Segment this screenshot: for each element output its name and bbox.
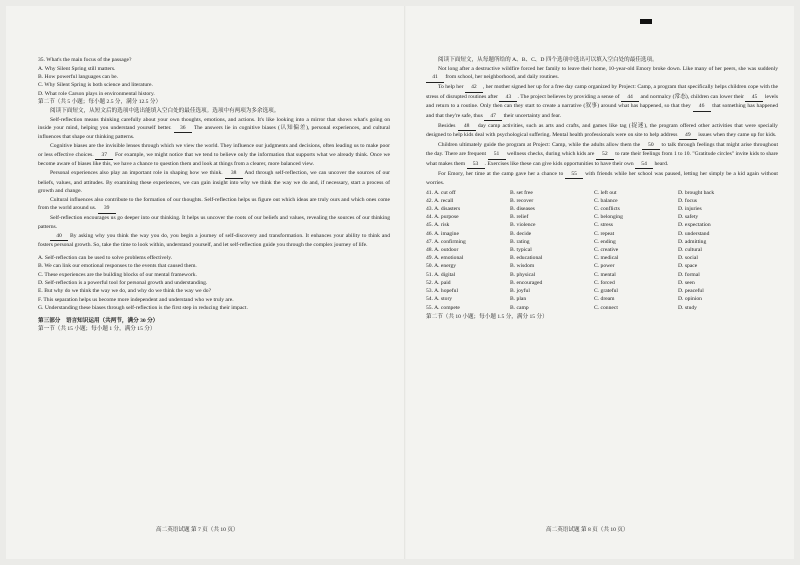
option-49-a: 49. A. emotional — [426, 255, 464, 262]
part-3-header: 第三部分 语言知识运用（共两节，满分 30 分） — [38, 317, 159, 324]
option-53-a: 53. A. hopeful — [426, 288, 459, 295]
left-page-footer: 高二英语试题 第 7 页（共 10 页） — [156, 527, 239, 533]
option-53-b: B. joyful — [510, 288, 530, 295]
text-segment: , her mother signed her up for a free day camp organized by Project: Camp, a program that specifically helps children cope with the stress of disrupted routines after — [426, 84, 778, 100]
option-43-c: C. conflicts — [594, 206, 620, 213]
blank-49: 49 — [679, 131, 697, 140]
choice-g: G. Understanding these biases through self-reflection is the first step in reducing their impact. — [38, 305, 248, 312]
option-46-b: B. decide — [510, 230, 532, 237]
option-44-c: C. belonging — [594, 214, 623, 221]
option-50-c: C. power — [594, 263, 615, 270]
blank-47: 47 — [484, 112, 502, 121]
option-44-a: 44. A. purpose — [426, 214, 459, 221]
option-47-c: C. ending — [594, 238, 616, 245]
blank-41: 41 — [426, 73, 444, 82]
option-52-a: 52. A. paid — [426, 279, 451, 286]
option-47-a: 47. A. confirming — [426, 238, 466, 245]
option-48-b: B. typical — [510, 247, 532, 254]
passage-paragraph-1: Self-reflection means thinking carefully about your own thoughts, emotions, and actions. It's like looking into a mirror that shows what's going on inside your mind, helping you understand yourself better. 36 The answers lie in cognitive biases (认知偏差), personal experiences, and cultural influences that shape our thinking patterns. — [38, 116, 390, 141]
option-54-d: D. opinion — [678, 296, 702, 303]
blank-55: 55 — [565, 170, 583, 179]
blank-53: 53 — [467, 160, 485, 169]
option-41-a: 41. A. cut off — [426, 189, 456, 196]
question-35-option-d: D. What role Carson plays in environmental history. — [38, 90, 155, 97]
text-segment: to rate their feelings from 1 to 10. "Gratitude circles" invite kids to share what makes them — [426, 151, 779, 167]
question-35-option-c: C. Why Silent Spring is both science and literature. — [38, 82, 153, 89]
option-41-d: D. brought back — [678, 189, 715, 196]
passage — [38, 116, 390, 250]
option-45-b: B. violence — [510, 222, 536, 229]
cloze-options — [426, 189, 778, 312]
blank-52: 52 — [596, 150, 614, 159]
text-segment: . Exercises like these can give kids opportunities to have their own — [484, 160, 636, 167]
question-35 — [38, 56, 390, 98]
part-3-section-1-header: 第一节（共 15 小题；每小题 1 分，满分 15 分） — [38, 325, 156, 332]
cloze-passage — [426, 65, 778, 188]
text-segment: Children ultimately guide the program at Project: Camp, while the adults allow them the — [438, 142, 642, 149]
text-segment: day camp activities, such as arts and crafts, and games like tag (捉迷), the program offered other activities that were specially designed to help kids deal with psychological suffering. Mental health professionals were on site to help address — [426, 122, 778, 139]
option-52-b: B. encouraged — [510, 279, 543, 286]
option-44-d: D. safety — [678, 214, 699, 221]
cloze-paragraph-2 — [426, 83, 778, 121]
passage-paragraph-2: Cognitive biases are the invisible lenses through which we view the world. They influence our judgments and decisions, often leading us to make poor or less effective choices. 37 For example, we might notice that we tend to believe only the information that supports what we already think. Once we become aware of biases like this, we have a chance to question them and look at things from a clearer, more balanced view. — [38, 143, 390, 168]
text-segment: For Emory, her time at the camp gave her a chance to — [438, 170, 566, 177]
option-45-c: C. stress — [594, 222, 613, 229]
text-segment: To help her — [438, 84, 465, 91]
option-51-a: 51. A. digital — [426, 271, 456, 278]
blank-54: 54 — [635, 160, 653, 169]
choice-c: C. These experiences are the building blocks of our mental framework. — [38, 271, 197, 278]
option-55-c: C. connect — [594, 304, 618, 311]
blank-44: 44 — [621, 93, 639, 102]
option-49-c: C. medical — [594, 255, 619, 262]
option-49-d: D. social — [678, 255, 698, 262]
choice-b: B. We can link our emotional responses to the events that caused them. — [38, 263, 197, 270]
choice-a: A. Self-reflection can be used to solve problems effectively. — [38, 254, 173, 261]
blank-51: 51 — [488, 150, 506, 159]
option-51-c: C. mental — [594, 271, 616, 278]
option-45-a: 45. A. risk — [426, 222, 450, 229]
text-segment: wellness checks, during which kids are — [505, 151, 596, 158]
section-2-instructions: 阅读下面短文，从短文后的选项中选出能填入空白处的最佳选项。选项中有两项为多余选项。 — [50, 107, 280, 114]
passage-paragraph-3: Personal experiences also play an important role in shaping how we think. 38 And through self-reflection, we can uncover the sources of our beliefs, values, and attitudes. By examining these experiences, we can gain insight into why we think the way we do and, if necessary, start a process of growth and change. — [38, 170, 391, 195]
blank-45: 45 — [745, 93, 763, 102]
option-52-c: C. forced — [594, 279, 615, 286]
cloze-paragraph-5 — [426, 170, 778, 188]
question-35-option-b: B. How powerful languages can be. — [38, 74, 118, 80]
option-42-a: 42. A. recall — [426, 197, 454, 204]
option-55-d: D. study — [678, 304, 697, 311]
choice-list — [38, 254, 390, 313]
text-segment: . The project believes by providing a sense of — [517, 93, 622, 100]
option-54-b: B. plan — [510, 296, 527, 303]
option-50-a: 50. A. energy — [426, 263, 457, 270]
option-49-b: B. educational — [510, 255, 543, 262]
text-segment: with friends while her school was paused, letting her simply be a kid again without worries. — [426, 170, 778, 187]
option-54-c: C. dream — [594, 296, 615, 303]
text-segment: levels and return to a routine. Only then can they start to create a narrative (叙事) around what has happened, so that they — [426, 93, 778, 110]
option-55-b: B. camp — [510, 304, 529, 311]
text-segment: their uncertainty and fear. — [502, 112, 562, 119]
choice-e: E. But why do we think the way we do, and why do we think the way we do? — [38, 288, 212, 295]
blank-50: 50 — [642, 141, 660, 150]
question-35-option-a: A. Why Silent Spring still matters. — [38, 65, 116, 72]
text-segment: and normalcy (常态), children can lower their — [639, 93, 746, 100]
text-segment: to talk through feelings that might arise throughout the day. There are frequent — [426, 142, 778, 158]
page-fold — [404, 6, 406, 559]
section-2-header: 第二节（共 5 小题；每小题 2.5 分，满分 12.5 分） — [38, 99, 162, 106]
passage-paragraph-5: Self-reflection encourages us go deeper into our thinking. It helps us uncover the roots of our beliefs and values, revealing the sources of our thinking patterns. — [38, 215, 390, 230]
option-41-b: B. set free — [510, 189, 533, 196]
option-46-c: C. repeat — [594, 230, 615, 237]
option-55-a: 55. A. compete — [426, 304, 460, 311]
option-46-d: D. understand — [678, 230, 710, 237]
option-51-d: D. formal — [678, 271, 700, 278]
option-51-b: B. physical — [510, 271, 536, 278]
blank-46: 46 — [693, 102, 711, 111]
passage-paragraph-4: Cultural influences also contribute to the formation of our thoughts. Self-reflection helps us figure out which ideas are truly ours and which ones come from the world around us. 39 — [38, 196, 390, 214]
option-50-d: D. space — [678, 263, 698, 270]
question-35-stem: 35. What's the main focus of the passage? — [38, 57, 132, 63]
option-47-d: D. admitting — [678, 238, 707, 245]
option-50-b: B. wisdom — [510, 263, 535, 270]
option-42-b: B. recover — [510, 197, 534, 204]
blank-43: 43 — [499, 93, 517, 102]
left-page — [38, 56, 390, 333]
option-52-d: D. seen — [678, 279, 695, 286]
option-41-c: C. left out — [594, 189, 617, 196]
text-segment: heard. — [653, 160, 669, 167]
option-45-d: D. expectation — [678, 222, 711, 229]
cloze-paragraph-4 — [426, 141, 778, 169]
option-44-b: B. relief — [510, 214, 529, 221]
section-2-header-right: 第二节（共 10 小题；每小题 1.5 分，满分 15 分） — [426, 313, 548, 320]
option-42-c: C. balance — [594, 197, 618, 204]
blank-37: 37 — [95, 151, 113, 160]
blank-40: 40 — [50, 232, 68, 241]
text-segment: that something has happened and that they're safe, thus — [426, 103, 778, 119]
text-segment: issues when they came up for kids. — [696, 132, 777, 139]
option-43-a: 43. A. disasters — [426, 206, 461, 213]
text-segment: Not long after a destructive wildfire forced her family to leave their home, 10-year-old Emory broke down. Like many of her peers, she was suddenly — [438, 66, 778, 72]
right-page-footer: 高二英语试题 第 8 页（共 10 页） — [546, 527, 629, 533]
cloze-paragraph-1 — [426, 65, 778, 83]
blank-39: 39 — [98, 204, 116, 213]
blank-42: 42 — [465, 83, 483, 92]
exam-sheet — [6, 6, 794, 559]
blank-48: 48 — [458, 122, 476, 131]
option-53-c: C. grateful — [594, 288, 618, 295]
text-segment: from school, her neighborhood, and daily routines. — [444, 74, 559, 81]
option-54-a: 54. A. story — [426, 296, 453, 303]
text-segment: Besides — [438, 122, 458, 129]
option-43-b: B. diseases — [510, 206, 535, 213]
option-42-d: D. focus — [678, 197, 697, 204]
option-48-d: D. cultural — [678, 247, 702, 254]
right-page — [426, 56, 778, 321]
passage-paragraph-6: 40 By asking why you think the way you do, you begin a journey of self-discovery and transformation. It enhances your ability to think and fosters personal growth. So, take the time to look within, understand yourself, and let self-reflection guide you through the complex journey of life. — [38, 232, 390, 249]
cloze-instructions: 阅读下面短文，从每题所给的 A、B、C、D 四个选项中选出可以填入空白处的最佳选项。 — [438, 57, 658, 63]
option-47-b: B. rating — [510, 238, 530, 245]
blank-38: 38 — [225, 169, 243, 178]
scan-mark — [640, 19, 652, 24]
option-48-a: 48. A. outdoor — [426, 247, 459, 254]
choice-d: D. Self-reflection is a powerful tool for personal growth and understanding. — [38, 279, 208, 286]
option-43-d: D. injuries — [678, 206, 702, 213]
blank-36: 36 — [174, 124, 192, 133]
option-48-c: C. creative — [594, 247, 619, 254]
option-53-d: D. peaceful — [678, 288, 704, 295]
cloze-paragraph-3 — [426, 122, 778, 141]
choice-f: F. This separation helps us become more independent and understand who we truly are. — [38, 296, 234, 303]
option-46-a: 46. A. imagine — [426, 230, 459, 237]
